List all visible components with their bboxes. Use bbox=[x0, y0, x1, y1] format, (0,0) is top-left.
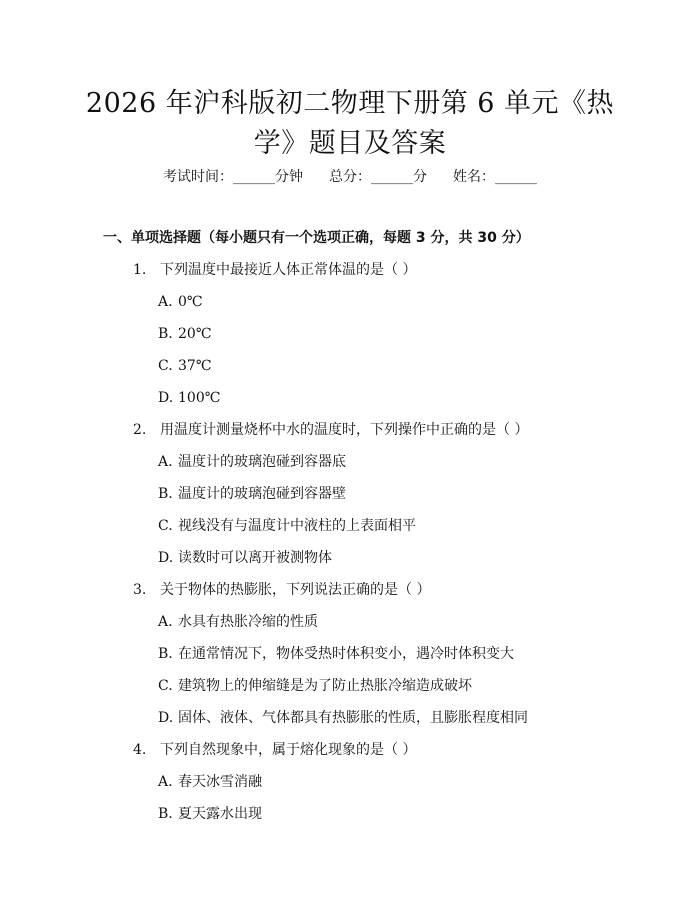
option-letter: D. bbox=[158, 390, 174, 406]
title-line-1: 2026 年沪科版初二物理下册第 6 单元《热 bbox=[85, 88, 615, 119]
option-text: 固体、液体、气体都具有热膨胀的性质，且膨胀程度相同 bbox=[178, 710, 528, 726]
option-3d bbox=[158, 708, 528, 728]
option-text: 温度计的玻璃泡碰到容器壁 bbox=[178, 486, 346, 502]
option-4a bbox=[158, 772, 262, 792]
option-1b bbox=[158, 324, 211, 344]
option-letter: A. bbox=[158, 294, 173, 310]
option-letter: B. bbox=[158, 326, 173, 342]
option-text: 水具有热胀冷缩的性质 bbox=[178, 614, 318, 630]
option-text: 20℃ bbox=[178, 326, 212, 342]
option-text: 37℃ bbox=[178, 358, 212, 374]
name-label: 姓名：______ bbox=[453, 169, 537, 185]
question-text: 下列温度中最接近人体正常体温的是（ ） bbox=[160, 262, 417, 278]
option-2b bbox=[158, 484, 346, 504]
option-text: 温度计的玻璃泡碰到容器底 bbox=[178, 454, 346, 470]
option-letter: A. bbox=[158, 774, 173, 790]
question-4 bbox=[133, 740, 416, 760]
section-title: 一、单项选择题（每小题只有一个选项正确，每题 3 分，共 30 分） bbox=[103, 230, 530, 246]
exam-time-label: 考试时间：______分钟 bbox=[163, 169, 303, 185]
option-3c bbox=[158, 676, 472, 696]
option-letter: B. bbox=[158, 646, 173, 662]
option-4b bbox=[158, 804, 262, 824]
option-text: 视线没有与温度计中液柱的上表面相平 bbox=[178, 518, 416, 534]
option-letter: C. bbox=[158, 678, 173, 694]
option-text: 读数时可以离开被测物体 bbox=[178, 550, 332, 566]
question-text: 下列自然现象中，属于熔化现象的是（ ） bbox=[160, 742, 417, 758]
question-3 bbox=[133, 580, 430, 600]
question-number: 4. bbox=[133, 742, 147, 758]
question-number: 3. bbox=[133, 582, 147, 598]
question-number: 2. bbox=[133, 422, 147, 438]
option-text: 夏天露水出现 bbox=[178, 806, 262, 822]
option-1d bbox=[158, 388, 220, 408]
option-letter: D. bbox=[158, 550, 174, 566]
option-letter: A. bbox=[158, 614, 173, 630]
question-2 bbox=[133, 420, 528, 440]
option-letter: B. bbox=[158, 486, 173, 502]
option-1c bbox=[158, 356, 211, 376]
option-text: 春天冰雪消融 bbox=[178, 774, 262, 790]
option-2d bbox=[158, 548, 332, 568]
option-text: 100℃ bbox=[178, 390, 221, 406]
option-letter: B. bbox=[158, 806, 173, 822]
title-line-2: 学》题目及答案 bbox=[253, 128, 447, 159]
option-text: 在通常情况下，物体受热时体积变小，遇冷时体积变大 bbox=[178, 646, 514, 662]
option-1a bbox=[158, 292, 203, 312]
question-1 bbox=[133, 260, 416, 280]
option-letter: C. bbox=[158, 358, 173, 374]
option-3a bbox=[158, 612, 318, 632]
total-score-label: 总分：______分 bbox=[329, 169, 427, 185]
question-text: 用温度计测量烧杯中水的温度时，下列操作中正确的是（ ） bbox=[160, 422, 529, 438]
exam-info bbox=[0, 167, 700, 187]
option-text: 0℃ bbox=[178, 294, 203, 310]
option-2a bbox=[158, 452, 346, 472]
page-title bbox=[60, 84, 640, 164]
option-letter: A. bbox=[158, 454, 173, 470]
option-text: 建筑物上的伸缩缝是为了防止热胀冷缩造成破坏 bbox=[178, 678, 472, 694]
question-number: 1. bbox=[133, 262, 147, 278]
question-text: 关于物体的热膨胀，下列说法正确的是（ ） bbox=[160, 582, 431, 598]
option-3b bbox=[158, 644, 514, 664]
option-2c bbox=[158, 516, 416, 536]
option-letter: C. bbox=[158, 518, 173, 534]
option-letter: D. bbox=[158, 710, 174, 726]
